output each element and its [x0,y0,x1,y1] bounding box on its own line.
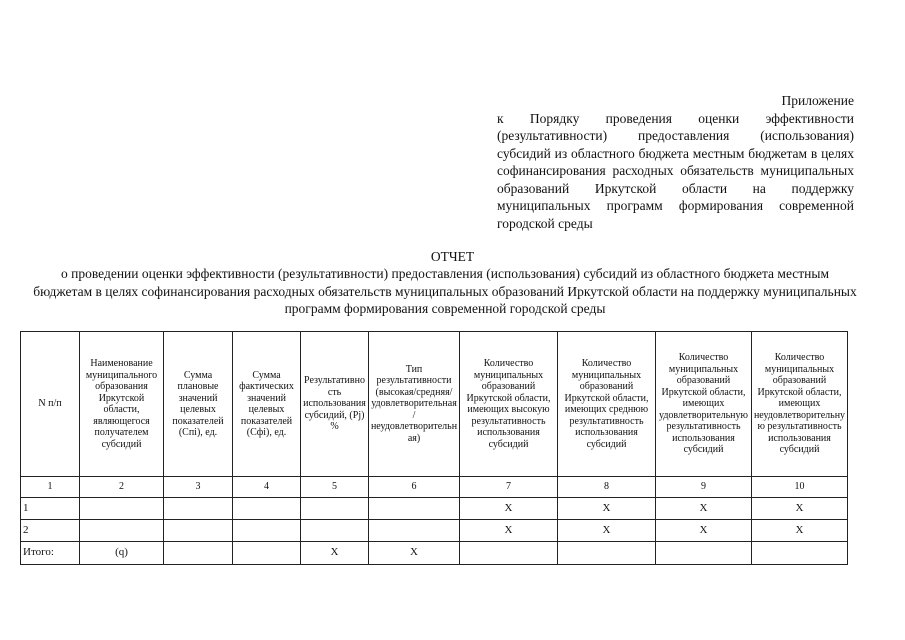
header-cell-planned-sum: Сумма плановые значений целевых показателей (Спi), ед. [164,332,233,477]
header-cell-count-medium: Количество муниципальных образований Иркутской области, имеющих среднюю результативность использования субсидий [558,332,656,477]
header-cell-number: N п/п [21,332,80,477]
table-cell [301,498,369,520]
table-cell: X [558,498,656,520]
table-cell: X [656,498,752,520]
appendix-block [497,92,854,232]
report-table [20,331,848,565]
table-cell [233,542,301,565]
table-cell: X [752,498,848,520]
table-cell: (q) [80,542,164,565]
table-cell [80,520,164,542]
header-cell-count-satisfactory: Количество муниципальных образований Иркутской области, имеющих удовлетворительную результативность использования субсидий [656,332,752,477]
table-cell: X [460,498,558,520]
table-cell [558,542,656,565]
table-cell: X [752,520,848,542]
table-header-row [21,332,848,477]
table-cell [80,498,164,520]
table-cell: 2 [21,520,80,542]
table-cell: X [558,520,656,542]
column-number: 6 [369,477,460,498]
column-number: 2 [80,477,164,498]
table-cell [164,542,233,565]
table-cell: X [460,520,558,542]
column-number: 3 [164,477,233,498]
table-row [21,520,848,542]
column-number-row [21,477,848,498]
table-cell [233,498,301,520]
table-cell: X [369,542,460,565]
table-cell [460,542,558,565]
table-cell [233,520,301,542]
header-cell-effectiveness: Результативность использования субсидий, (Pj) % [301,332,369,477]
header-cell-count-unsatisfactory: Количество муниципальных образований Иркутской области, имеющих неудовлетворительную результативность использования субсидий [752,332,848,477]
table-cell: 1 [21,498,80,520]
report-title: ОТЧЕТ [430,249,475,264]
total-label: Итого: [21,542,80,565]
header-cell-municipality: Наименование муниципального образования Иркутской области, являющегося получателем субсидий [80,332,164,477]
report-subtitle: о проведении оценки эффективности (результативности) предоставления (использования) субсидий из областного бюджета местным бюджетам в целях софинансирования расходных обязательств муниципальных образований Иркутской области на поддержку муниципальных программ формирования современной городской среды [33,266,857,316]
table-cell [164,520,233,542]
table-cell [656,542,752,565]
column-number: 7 [460,477,558,498]
appendix-title: Приложение [781,93,854,108]
table-cell [752,542,848,565]
column-number: 10 [752,477,848,498]
column-number: 9 [656,477,752,498]
table-cell [369,520,460,542]
column-number: 8 [558,477,656,498]
column-number: 5 [301,477,369,498]
table-row [21,498,848,520]
table-cell [301,520,369,542]
header-cell-effectiveness-type: Тип результативности (высокая/средняя/удовлетворительная/неудовлетворительная) [369,332,460,477]
column-number: 1 [21,477,80,498]
header-cell-count-high: Количество муниципальных образований Иркутской области, имеющих высокую результативность использования субсидий [460,332,558,477]
appendix-text: к Порядку проведения оценки эффективности (результативности) предоставления (использования) субсидий из областного бюджета местным бюджетам в целях софинансирования расходных обязательств муниципальных образований Иркутской области на поддержку муниципальных программ формирования современной городской среды [497,110,854,231]
table-total-row [21,542,848,565]
table-cell [369,498,460,520]
column-number: 4 [233,477,301,498]
header-cell-actual-sum: Сумма фактических значений целевых показателей (Сфi), ед. [233,332,301,477]
table-cell: X [656,520,752,542]
table-cell: X [301,542,369,565]
table-cell [164,498,233,520]
